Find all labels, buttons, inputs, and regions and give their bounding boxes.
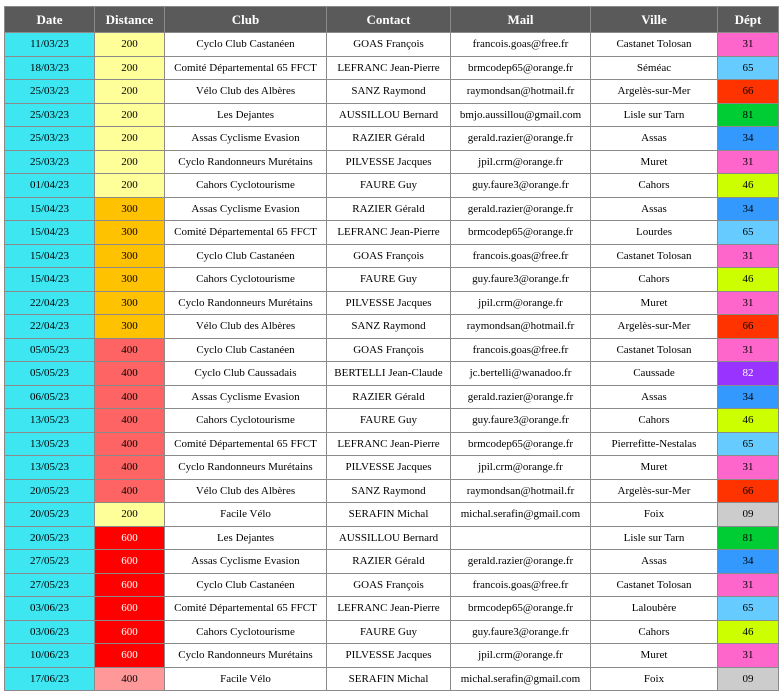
contact-cell: PILVESSE Jacques — [327, 150, 451, 174]
distance-cell: 400 — [95, 456, 165, 480]
club-cell: Vélo Club des Albères — [165, 315, 327, 339]
table-row — [5, 56, 779, 80]
distance-cell: 400 — [95, 385, 165, 409]
date-cell: 15/04/23 — [5, 268, 95, 292]
mail-cell: guy.faure3@orange.fr — [451, 620, 591, 644]
dept-cell: 31 — [718, 244, 779, 268]
dept-cell: 31 — [718, 33, 779, 57]
table-row — [5, 315, 779, 339]
ville-cell: Cahors — [591, 409, 718, 433]
mail-cell: guy.faure3@orange.fr — [451, 174, 591, 198]
distance-cell: 400 — [95, 667, 165, 691]
club-cell: Comité Départemental 65 FFCT — [165, 56, 327, 80]
club-cell: Comité Départemental 65 FFCT — [165, 597, 327, 621]
header-date: Date — [5, 7, 95, 33]
ville-cell: Castanet Tolosan — [591, 33, 718, 57]
distance-cell: 400 — [95, 409, 165, 433]
header-distance: Distance — [95, 7, 165, 33]
distance-cell: 200 — [95, 503, 165, 527]
ville-cell: Laloubère — [591, 597, 718, 621]
table-row — [5, 33, 779, 57]
header-row — [5, 7, 779, 33]
dept-cell: 66 — [718, 80, 779, 104]
club-cell: Comité Départemental 65 FFCT — [165, 221, 327, 245]
ville-cell: Castanet Tolosan — [591, 338, 718, 362]
ville-cell: Cahors — [591, 174, 718, 198]
dept-cell: 82 — [718, 362, 779, 386]
mail-cell: jpil.crm@orange.fr — [451, 456, 591, 480]
distance-cell: 600 — [95, 526, 165, 550]
club-cell: Cahors Cyclotourisme — [165, 268, 327, 292]
header-contact: Contact — [327, 7, 451, 33]
club-cell: Vélo Club des Albères — [165, 479, 327, 503]
dept-cell: 66 — [718, 479, 779, 503]
club-cell: Assas Cyclisme Evasion — [165, 197, 327, 221]
dept-cell: 34 — [718, 197, 779, 221]
club-cell: Vélo Club des Albères — [165, 80, 327, 104]
contact-cell: RAZIER Gérald — [327, 385, 451, 409]
dept-cell: 31 — [718, 644, 779, 668]
distance-cell: 600 — [95, 550, 165, 574]
date-cell: 13/05/23 — [5, 409, 95, 433]
contact-cell: SANZ Raymond — [327, 479, 451, 503]
date-cell: 20/05/23 — [5, 479, 95, 503]
table-row — [5, 573, 779, 597]
date-cell: 11/03/23 — [5, 33, 95, 57]
dept-cell: 46 — [718, 620, 779, 644]
ville-cell: Lourdes — [591, 221, 718, 245]
table-row — [5, 479, 779, 503]
club-cell: Cyclo Club Castanéen — [165, 338, 327, 362]
ville-cell: Cahors — [591, 268, 718, 292]
dept-cell: 34 — [718, 550, 779, 574]
distance-cell: 200 — [95, 127, 165, 151]
table-row — [5, 503, 779, 527]
date-cell: 22/04/23 — [5, 315, 95, 339]
club-cell: Cyclo Club Castanéen — [165, 244, 327, 268]
date-cell: 17/06/23 — [5, 667, 95, 691]
ville-cell: Séméac — [591, 56, 718, 80]
dept-cell: 09 — [718, 667, 779, 691]
ville-cell: Lisle sur Tarn — [591, 103, 718, 127]
ville-cell: Argelès-sur-Mer — [591, 479, 718, 503]
contact-cell: SERAFIN Michal — [327, 503, 451, 527]
table-row — [5, 550, 779, 574]
header-mail: Mail — [451, 7, 591, 33]
ville-cell: Muret — [591, 291, 718, 315]
dept-cell: 09 — [718, 503, 779, 527]
club-cell: Cahors Cyclotourisme — [165, 409, 327, 433]
mail-cell: francois.goas@free.fr — [451, 338, 591, 362]
distance-cell: 200 — [95, 174, 165, 198]
distance-cell: 300 — [95, 197, 165, 221]
dept-cell: 46 — [718, 268, 779, 292]
distance-cell: 300 — [95, 291, 165, 315]
date-cell: 15/04/23 — [5, 244, 95, 268]
table-row — [5, 80, 779, 104]
date-cell: 10/06/23 — [5, 644, 95, 668]
distance-cell: 400 — [95, 338, 165, 362]
contact-cell: SANZ Raymond — [327, 80, 451, 104]
ville-cell: Foix — [591, 503, 718, 527]
mail-cell: brmcodep65@orange.fr — [451, 597, 591, 621]
mail-cell: gerald.razier@orange.fr — [451, 385, 591, 409]
ville-cell: Argelès-sur-Mer — [591, 80, 718, 104]
mail-cell: brmcodep65@orange.fr — [451, 221, 591, 245]
distance-cell: 600 — [95, 597, 165, 621]
club-cell: Assas Cyclisme Evasion — [165, 385, 327, 409]
date-cell: 25/03/23 — [5, 150, 95, 174]
mail-cell: jpil.crm@orange.fr — [451, 644, 591, 668]
mail-cell — [451, 526, 591, 550]
date-cell: 27/05/23 — [5, 573, 95, 597]
dept-cell: 65 — [718, 221, 779, 245]
contact-cell: LEFRANC Jean-Pierre — [327, 221, 451, 245]
date-cell: 20/05/23 — [5, 503, 95, 527]
header-club: Club — [165, 7, 327, 33]
ville-cell: Assas — [591, 550, 718, 574]
date-cell: 15/04/23 — [5, 197, 95, 221]
table-row — [5, 244, 779, 268]
header-ville: Ville — [591, 7, 718, 33]
date-cell: 03/06/23 — [5, 620, 95, 644]
dept-cell: 34 — [718, 127, 779, 151]
club-cell: Cahors Cyclotourisme — [165, 174, 327, 198]
date-cell: 15/04/23 — [5, 221, 95, 245]
distance-cell: 300 — [95, 315, 165, 339]
dept-cell: 46 — [718, 174, 779, 198]
ville-cell: Muret — [591, 150, 718, 174]
distance-cell: 300 — [95, 221, 165, 245]
date-cell: 25/03/23 — [5, 103, 95, 127]
table-row — [5, 197, 779, 221]
dept-cell: 46 — [718, 409, 779, 433]
table-row — [5, 409, 779, 433]
contact-cell: LEFRANC Jean-Pierre — [327, 56, 451, 80]
date-cell: 18/03/23 — [5, 56, 95, 80]
contact-cell: RAZIER Gérald — [327, 550, 451, 574]
mail-cell: michal.serafin@gmail.com — [451, 667, 591, 691]
date-cell: 05/05/23 — [5, 362, 95, 386]
contact-cell: LEFRANC Jean-Pierre — [327, 597, 451, 621]
ville-cell: Muret — [591, 644, 718, 668]
contact-cell: LEFRANC Jean-Pierre — [327, 432, 451, 456]
table-row — [5, 150, 779, 174]
distance-cell: 300 — [95, 268, 165, 292]
date-cell: 13/05/23 — [5, 432, 95, 456]
dept-cell: 31 — [718, 573, 779, 597]
mail-cell: gerald.razier@orange.fr — [451, 197, 591, 221]
date-cell: 01/04/23 — [5, 174, 95, 198]
contact-cell: RAZIER Gérald — [327, 197, 451, 221]
dept-cell: 66 — [718, 315, 779, 339]
dept-cell: 31 — [718, 338, 779, 362]
table-row — [5, 103, 779, 127]
contact-cell: GOAS François — [327, 244, 451, 268]
ville-cell: Assas — [591, 127, 718, 151]
date-cell: 05/05/23 — [5, 338, 95, 362]
distance-cell: 200 — [95, 33, 165, 57]
dept-cell: 65 — [718, 56, 779, 80]
ville-cell: Castanet Tolosan — [591, 573, 718, 597]
contact-cell: FAURE Guy — [327, 620, 451, 644]
brevet-calendar-table — [4, 6, 779, 691]
table-row — [5, 432, 779, 456]
contact-cell: SERAFIN Michal — [327, 667, 451, 691]
contact-cell: FAURE Guy — [327, 409, 451, 433]
dept-cell: 34 — [718, 385, 779, 409]
mail-cell: raymondsan@hotmail.fr — [451, 479, 591, 503]
distance-cell: 600 — [95, 644, 165, 668]
date-cell: 13/05/23 — [5, 456, 95, 480]
table-row — [5, 526, 779, 550]
table-row — [5, 667, 779, 691]
club-cell: Les Dejantes — [165, 526, 327, 550]
dept-cell: 31 — [718, 150, 779, 174]
ville-cell: Pierrefitte-Nestalas — [591, 432, 718, 456]
dept-cell: 65 — [718, 597, 779, 621]
club-cell: Facile Vélo — [165, 667, 327, 691]
ville-cell: Lisle sur Tarn — [591, 526, 718, 550]
mail-cell: francois.goas@free.fr — [451, 244, 591, 268]
contact-cell: FAURE Guy — [327, 268, 451, 292]
distance-cell: 200 — [95, 80, 165, 104]
contact-cell: FAURE Guy — [327, 174, 451, 198]
mail-cell: brmcodep65@orange.fr — [451, 56, 591, 80]
ville-cell: Cahors — [591, 620, 718, 644]
contact-cell: SANZ Raymond — [327, 315, 451, 339]
club-cell: Cyclo Club Caussadais — [165, 362, 327, 386]
distance-cell: 300 — [95, 244, 165, 268]
date-cell: 03/06/23 — [5, 597, 95, 621]
table-row — [5, 268, 779, 292]
mail-cell: michal.serafin@gmail.com — [451, 503, 591, 527]
distance-cell: 200 — [95, 56, 165, 80]
distance-cell: 400 — [95, 479, 165, 503]
mail-cell: francois.goas@free.fr — [451, 573, 591, 597]
mail-cell: brmcodep65@orange.fr — [451, 432, 591, 456]
ville-cell: Castanet Tolosan — [591, 244, 718, 268]
table-row — [5, 385, 779, 409]
date-cell: 25/03/23 — [5, 127, 95, 151]
ville-cell: Argelès-sur-Mer — [591, 315, 718, 339]
club-cell: Cahors Cyclotourisme — [165, 620, 327, 644]
club-cell: Assas Cyclisme Evasion — [165, 550, 327, 574]
ville-cell: Assas — [591, 385, 718, 409]
ville-cell: Muret — [591, 456, 718, 480]
table-row — [5, 597, 779, 621]
table-row — [5, 362, 779, 386]
date-cell: 25/03/23 — [5, 80, 95, 104]
contact-cell: PILVESSE Jacques — [327, 456, 451, 480]
table-row — [5, 456, 779, 480]
contact-cell: PILVESSE Jacques — [327, 291, 451, 315]
table-row — [5, 644, 779, 668]
dept-cell: 81 — [718, 526, 779, 550]
club-cell: Cyclo Club Castanéen — [165, 33, 327, 57]
date-cell: 06/05/23 — [5, 385, 95, 409]
contact-cell: AUSSILLOU Bernard — [327, 103, 451, 127]
club-cell: Cyclo Randonneurs Murétains — [165, 150, 327, 174]
dept-cell: 31 — [718, 456, 779, 480]
date-cell: 22/04/23 — [5, 291, 95, 315]
table-row — [5, 620, 779, 644]
dept-cell: 31 — [718, 291, 779, 315]
distance-cell: 200 — [95, 103, 165, 127]
mail-cell: jpil.crm@orange.fr — [451, 150, 591, 174]
date-cell: 20/05/23 — [5, 526, 95, 550]
ville-cell: Foix — [591, 667, 718, 691]
contact-cell: RAZIER Gérald — [327, 127, 451, 151]
dept-cell: 65 — [718, 432, 779, 456]
contact-cell: PILVESSE Jacques — [327, 644, 451, 668]
ville-cell: Assas — [591, 197, 718, 221]
table-row — [5, 338, 779, 362]
mail-cell: francois.goas@free.fr — [451, 33, 591, 57]
table-row — [5, 291, 779, 315]
table-row — [5, 174, 779, 198]
distance-cell: 600 — [95, 573, 165, 597]
mail-cell: guy.faure3@orange.fr — [451, 268, 591, 292]
contact-cell: GOAS François — [327, 338, 451, 362]
mail-cell: gerald.razier@orange.fr — [451, 550, 591, 574]
distance-cell: 400 — [95, 432, 165, 456]
distance-cell: 200 — [95, 150, 165, 174]
club-cell: Cyclo Club Castanéen — [165, 573, 327, 597]
contact-cell: AUSSILLOU Bernard — [327, 526, 451, 550]
contact-cell: GOAS François — [327, 573, 451, 597]
contact-cell: GOAS François — [327, 33, 451, 57]
distance-cell: 400 — [95, 362, 165, 386]
mail-cell: gerald.razier@orange.fr — [451, 127, 591, 151]
header-dept: Dépt — [718, 7, 779, 33]
club-cell: Cyclo Randonneurs Murétains — [165, 644, 327, 668]
mail-cell: bmjo.aussillou@gmail.com — [451, 103, 591, 127]
club-cell: Comité Départemental 65 FFCT — [165, 432, 327, 456]
table-row — [5, 221, 779, 245]
contact-cell: BERTELLI Jean-Claude — [327, 362, 451, 386]
mail-cell: jc.bertelli@wanadoo.fr — [451, 362, 591, 386]
club-cell: Cyclo Randonneurs Murétains — [165, 291, 327, 315]
date-cell: 27/05/23 — [5, 550, 95, 574]
club-cell: Assas Cyclisme Evasion — [165, 127, 327, 151]
table-row — [5, 127, 779, 151]
club-cell: Les Dejantes — [165, 103, 327, 127]
mail-cell: raymondsan@hotmail.fr — [451, 315, 591, 339]
dept-cell: 81 — [718, 103, 779, 127]
club-cell: Facile Vélo — [165, 503, 327, 527]
distance-cell: 600 — [95, 620, 165, 644]
mail-cell: jpil.crm@orange.fr — [451, 291, 591, 315]
ville-cell: Caussade — [591, 362, 718, 386]
club-cell: Cyclo Randonneurs Murétains — [165, 456, 327, 480]
mail-cell: guy.faure3@orange.fr — [451, 409, 591, 433]
mail-cell: raymondsan@hotmail.fr — [451, 80, 591, 104]
